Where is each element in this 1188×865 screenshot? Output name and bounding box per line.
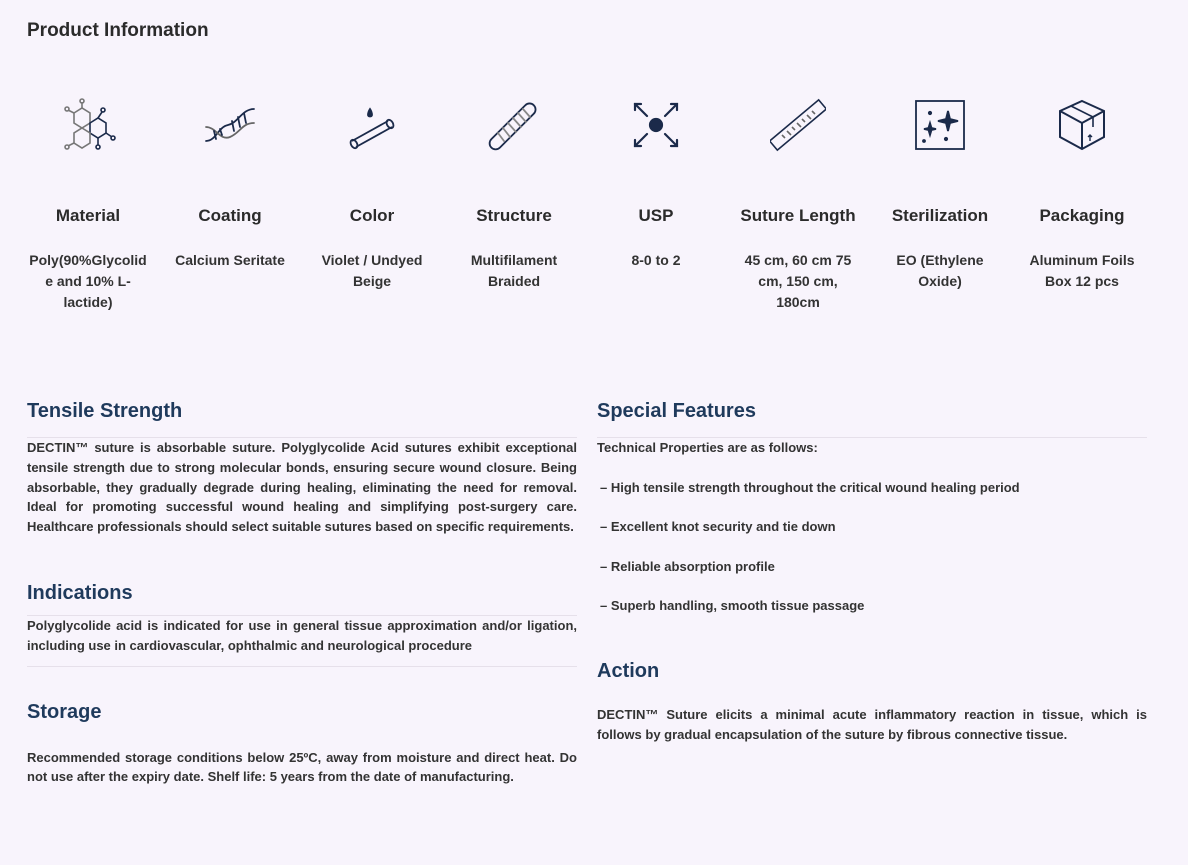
- spec-label: Structure: [476, 206, 552, 225]
- right-column: [597, 400, 1147, 744]
- spec-structure: [443, 90, 585, 292]
- molecule-icon: [60, 97, 116, 153]
- feature-item: – High tensile strength throughout the critical wound healing period: [600, 479, 1020, 495]
- package-box-icon: [1054, 97, 1110, 153]
- storage-text: Recommended storage conditions below 25ºC, away from moisture and direct heat. Do not use after the expiry date. Shelf life: 5 years from the date of manufacturing.: [27, 749, 577, 785]
- action-heading: Action: [597, 659, 660, 682]
- feature-item: – Superb handling, smooth tissue passage: [600, 597, 865, 613]
- spec-label: Coating: [198, 206, 262, 225]
- feature-item: – Excellent knot security and tie down: [600, 518, 836, 534]
- feature-item: – Reliable absorption profile: [600, 558, 775, 574]
- spec-value: EO (Ethylene Oxide): [896, 252, 984, 289]
- spec-value: 8-0 to 2: [631, 252, 681, 268]
- storage-heading: Storage: [27, 700, 102, 723]
- spec-sterilization: [869, 90, 1011, 292]
- spec-suture-length: [727, 90, 869, 313]
- braided-structure-icon: [486, 97, 542, 153]
- dna-icon: [202, 97, 258, 153]
- spec-value: Poly(90%Glycolide and 10% L-lactide): [29, 252, 147, 310]
- spec-value: 45 cm, 60 cm 75 cm, 150 cm, 180cm: [744, 252, 852, 310]
- spec-value: Multifilament Braided: [470, 252, 558, 289]
- spec-label: Color: [349, 206, 395, 225]
- spec-label: Material: [55, 206, 121, 225]
- spec-label: USP: [638, 206, 674, 225]
- spec-packaging: [1011, 90, 1153, 292]
- spec-coating: [159, 90, 301, 271]
- action-text: DECTIN™ Suture elicits a minimal acute inflammatory reaction in tissue, which is follows by gradual encapsulation of the suture by fibrous connective tissue.: [597, 706, 1147, 742]
- special-features-intro: Technical Properties are as follows:: [597, 440, 818, 455]
- tensile-strength-heading: Tensile Strength: [27, 400, 183, 422]
- expand-arrows-icon: [628, 97, 684, 153]
- spec-label: Sterilization: [891, 206, 989, 225]
- color-cylinder-icon: [344, 97, 400, 153]
- sparkles-icon: [912, 97, 968, 153]
- indications-text: Polyglycolide acid is indicated for use in general tissue approximation and/or ligation, including use in cardiovascular, ophthalmic and neurological procedure: [27, 617, 577, 653]
- spec-value: Calcium Seritate: [175, 252, 285, 268]
- page-title: Product Information: [27, 20, 209, 41]
- spec-label: Packaging: [1039, 206, 1125, 225]
- spec-label: Suture Length: [740, 206, 856, 225]
- spec-material: [17, 90, 159, 313]
- spec-usp: [585, 90, 727, 271]
- spec-value: Aluminum Foils Box 12 pcs: [1029, 252, 1135, 289]
- special-features-heading: Special Features: [597, 400, 756, 422]
- ruler-icon: [770, 97, 826, 153]
- tensile-strength-text: DECTIN™ suture is absorbable suture. Polyglycolide Acid sutures exhibit exceptional tensile strength due to strong molecular bonds, ensuring secure wound closure. Being absorbable, they gradually degrade during healing, eliminating the need for removal. Ideal for promoting successful wound healing and simplifying post-surgery care. Healthcare professionals should select suitable sutures based on specific requirements.: [27, 440, 577, 535]
- spec-color: [301, 90, 443, 292]
- spec-value: Violet / Undyed Beige: [321, 252, 423, 289]
- spec-row: [17, 90, 1157, 330]
- left-column: [27, 400, 577, 787]
- indications-heading: Indications: [27, 581, 133, 604]
